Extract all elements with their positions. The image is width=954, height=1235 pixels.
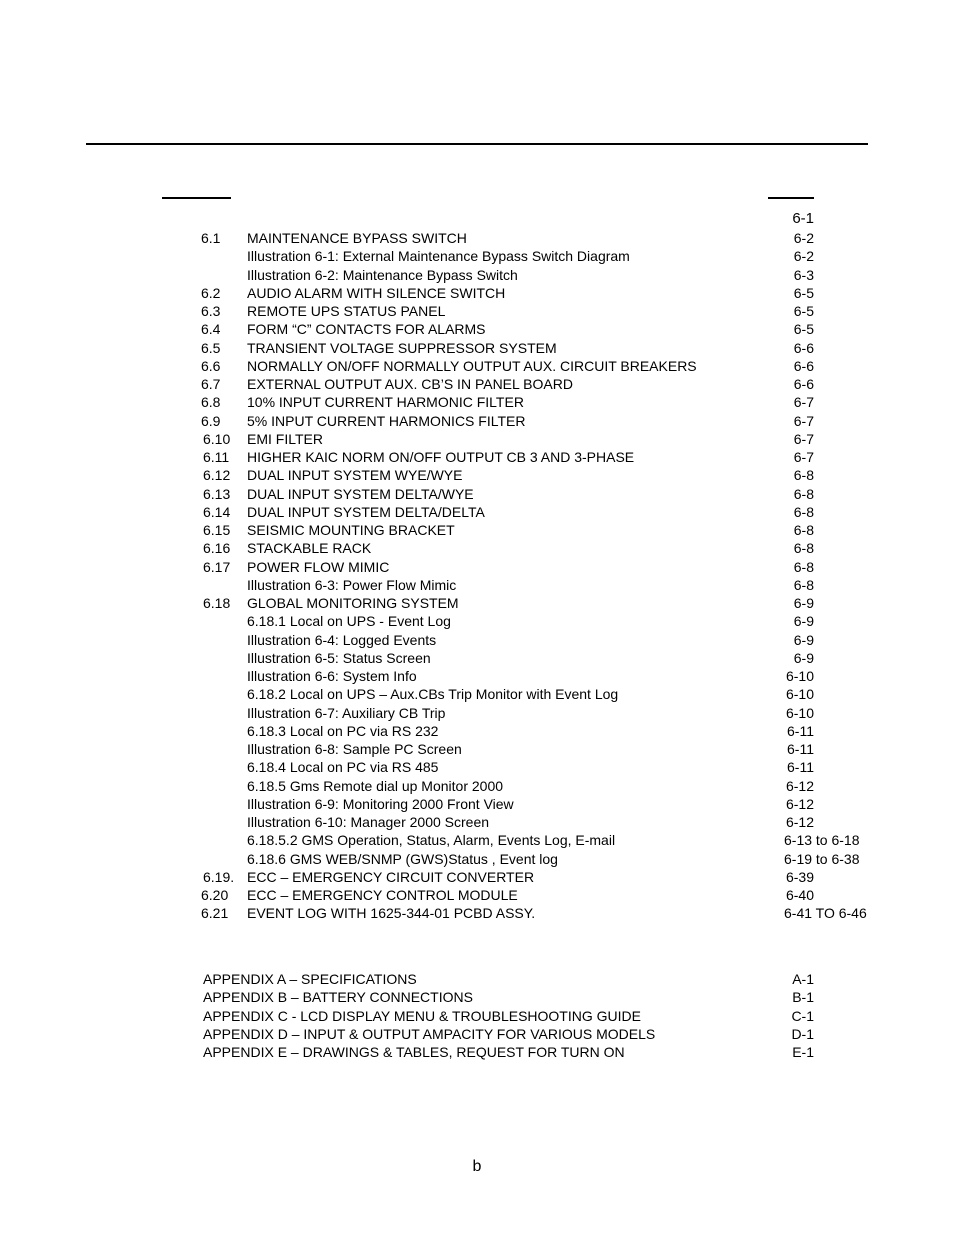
toc-entry-page: 6-10 bbox=[785, 668, 814, 684]
toc-entry-page: 6-8 bbox=[793, 522, 814, 538]
appendix-title: APPENDIX C - LCD DISPLAY MENU & TROUBLESHOOTING GUIDE bbox=[203, 1007, 641, 1024]
toc-entry-page: 6-7 bbox=[793, 449, 814, 465]
toc-entry[interactable] bbox=[0, 266, 954, 284]
toc-entry[interactable] bbox=[0, 904, 954, 922]
toc-entry[interactable] bbox=[0, 485, 954, 503]
toc-entry-number: 6.9 bbox=[201, 412, 221, 429]
toc-entry-number: 6.13 bbox=[203, 485, 231, 502]
toc-entry-title: ECC – EMERGENCY CIRCUIT CONVERTER bbox=[247, 868, 535, 885]
toc-entry[interactable] bbox=[0, 649, 954, 667]
toc-entry-page: 6-10 bbox=[785, 704, 814, 721]
toc-entry-page: 6-9 bbox=[793, 613, 814, 630]
column-header-rule-left bbox=[162, 197, 231, 199]
toc-entry-title: 6.18.6 GMS WEB/SNMP (GWS)Status , Event log bbox=[247, 850, 558, 867]
appendix-title: APPENDIX A – SPECIFICATIONS bbox=[203, 971, 417, 987]
toc-entry[interactable] bbox=[0, 448, 954, 466]
toc-entry[interactable] bbox=[0, 631, 954, 649]
toc-entry[interactable] bbox=[0, 503, 954, 521]
toc-entry[interactable] bbox=[0, 284, 954, 302]
toc-entry-number: 6.19. bbox=[203, 868, 235, 885]
toc-entry-number: 6.8 bbox=[201, 394, 221, 411]
toc-entry[interactable] bbox=[0, 704, 954, 722]
toc-entry-title: 6.18.3 Local on PC via RS 232 bbox=[247, 722, 439, 739]
toc-entry-page: 6-12 bbox=[785, 814, 814, 830]
toc-entry-title: EXTERNAL OUTPUT AUX. CB’S IN PANEL BOARD bbox=[247, 376, 573, 392]
toc-entry-page: 6-9 bbox=[793, 595, 814, 611]
toc-entry-number: 6.1 bbox=[201, 230, 221, 246]
toc-entry[interactable] bbox=[0, 813, 954, 831]
toc-entry[interactable] bbox=[0, 558, 954, 576]
appendix-entry[interactable] bbox=[0, 1043, 954, 1061]
toc-entry-page: 6-9 bbox=[793, 649, 814, 666]
toc-entry[interactable] bbox=[0, 412, 954, 430]
toc-entry-title: ECC – EMERGENCY CONTROL MODULE bbox=[247, 887, 518, 903]
toc-entry-page: 6-7 bbox=[793, 394, 814, 411]
toc-entry-page: 6-5 bbox=[793, 321, 814, 338]
appendix-page: B-1 bbox=[792, 989, 814, 1006]
toc-entry-title: Illustration 6-9: Monitoring 2000 Front View bbox=[247, 795, 514, 812]
toc-entry-title: 6.18.1 Local on UPS - Event Log bbox=[247, 613, 451, 630]
toc-entry-page: 6-8 bbox=[793, 540, 814, 557]
toc-entry-title: Illustration 6-8: Sample PC Screen bbox=[247, 741, 462, 757]
toc-entry-number: 6.15 bbox=[203, 522, 231, 538]
toc-entry-title: SEISMIC MOUNTING BRACKET bbox=[247, 522, 455, 538]
toc-entry-title: EMI FILTER bbox=[247, 430, 323, 447]
toc-entry-title: 10% INPUT CURRENT HARMONIC FILTER bbox=[247, 394, 524, 411]
toc-entry-title: TRANSIENT VOLTAGE SUPPRESSOR SYSTEM bbox=[247, 339, 557, 356]
appendix-entry[interactable] bbox=[0, 988, 954, 1006]
toc-entry[interactable] bbox=[0, 777, 954, 795]
appendix-title: APPENDIX B – BATTERY CONNECTIONS bbox=[203, 989, 473, 1006]
toc-entry-page: 6-7 bbox=[793, 430, 814, 447]
toc-entry-title: AUDIO ALARM WITH SILENCE SWITCH bbox=[247, 284, 506, 301]
toc-entry[interactable] bbox=[0, 576, 954, 594]
appendix-title: APPENDIX D – INPUT & OUTPUT AMPACITY FOR VARIOUS MODELS bbox=[203, 1025, 656, 1042]
toc-entry-page: 6-11 bbox=[787, 722, 814, 739]
toc-entry-page: 6-41 TO 6-46 bbox=[784, 905, 867, 922]
toc-entry-number: 6.16 bbox=[203, 540, 231, 557]
toc-entry-page: 6-10 bbox=[785, 686, 814, 703]
toc-entry-number: 6.5 bbox=[201, 339, 221, 356]
toc-entry-page: 6-8 bbox=[793, 576, 814, 593]
toc-entry-number: 6.2 bbox=[201, 284, 221, 301]
toc-entry[interactable] bbox=[0, 594, 954, 612]
toc-entry-number: 6.12 bbox=[203, 467, 231, 484]
toc-entry-title: Illustration 6-5: Status Screen bbox=[247, 649, 431, 666]
section-page-number: 6-1 bbox=[792, 210, 814, 227]
toc-entry[interactable] bbox=[0, 850, 954, 868]
toc-entry-title: Illustration 6-4: Logged Events bbox=[247, 631, 437, 648]
appendix-page: C-1 bbox=[791, 1007, 814, 1024]
toc-entry[interactable] bbox=[0, 430, 954, 448]
toc-entry-title: 6.18.4 Local on PC via RS 485 bbox=[247, 759, 439, 776]
toc-entry[interactable] bbox=[0, 393, 954, 411]
toc-entry-page: 6-19 to 6-38 bbox=[784, 850, 860, 867]
toc-entry-page: 6-5 bbox=[793, 284, 814, 301]
toc-entry-page: 6-3 bbox=[793, 266, 814, 283]
toc-entry-title: 6.18.2 Local on UPS – Aux.CBs Trip Monitor with Event Log bbox=[247, 686, 619, 703]
toc-entry-page: 6-6 bbox=[793, 376, 814, 392]
page-footer-letter: b bbox=[472, 1158, 482, 1175]
toc-entry[interactable] bbox=[0, 612, 954, 630]
appendix-entry[interactable] bbox=[0, 1025, 954, 1043]
toc-entry-number: 6.3 bbox=[201, 303, 221, 319]
toc-entry-title: GLOBAL MONITORING SYSTEM bbox=[247, 595, 459, 611]
toc-entry-title: STACKABLE RACK bbox=[247, 540, 372, 557]
toc-entry[interactable] bbox=[0, 539, 954, 557]
appendix-page: A-1 bbox=[792, 971, 814, 987]
toc-entry-page: 6-5 bbox=[793, 303, 814, 319]
toc-entry[interactable] bbox=[0, 466, 954, 484]
toc-entry-page: 6-7 bbox=[793, 412, 814, 429]
toc-entry-page: 6-12 bbox=[785, 777, 814, 794]
toc-entry-number: 6.7 bbox=[201, 376, 221, 392]
toc-entry-title: MAINTENANCE BYPASS SWITCH bbox=[247, 230, 467, 246]
toc-entry-page: 6-6 bbox=[793, 339, 814, 356]
toc-entry-page: 6-8 bbox=[793, 503, 814, 520]
toc-entry[interactable] bbox=[0, 521, 954, 539]
toc-entry[interactable] bbox=[0, 302, 954, 320]
toc-entry-number: 6.20 bbox=[201, 887, 229, 903]
toc-entry-page: 6-11 bbox=[787, 759, 814, 776]
toc-entry-number: 6.17 bbox=[203, 558, 231, 575]
appendix-page: E-1 bbox=[792, 1044, 814, 1060]
column-header-rule-right bbox=[768, 197, 814, 199]
toc-entry-page: 6-9 bbox=[793, 631, 814, 648]
toc-entry-title: NORMALLY ON/OFF NORMALLY OUTPUT AUX. CIRCUIT BREAKERS bbox=[247, 357, 697, 374]
toc-entry[interactable] bbox=[0, 667, 954, 685]
toc-entry[interactable] bbox=[0, 886, 954, 904]
toc-entry-page: 6-13 to 6-18 bbox=[784, 832, 860, 849]
toc-entry-number: 6.21 bbox=[201, 905, 229, 922]
toc-entry[interactable] bbox=[0, 375, 954, 393]
toc-entry-page: 6-12 bbox=[785, 795, 814, 812]
toc-entry-number: 6.4 bbox=[201, 321, 221, 338]
toc-entry-title: DUAL INPUT SYSTEM DELTA/WYE bbox=[247, 485, 474, 502]
toc-entry[interactable] bbox=[0, 247, 954, 265]
toc-entry-title: HIGHER KAIC NORM ON/OFF OUTPUT CB 3 AND 3-PHASE bbox=[247, 449, 635, 465]
toc-entry[interactable] bbox=[0, 868, 954, 886]
toc-entry[interactable] bbox=[0, 357, 954, 375]
toc-entry-number: 6.10 bbox=[203, 430, 231, 447]
toc-entry-number: 6.11 bbox=[203, 449, 230, 465]
toc-entry-number: 6.14 bbox=[203, 503, 231, 520]
toc-entry-title: Illustration 6-7: Auxiliary CB Trip bbox=[247, 704, 446, 721]
toc-entry[interactable] bbox=[0, 229, 954, 247]
toc-entry-page: 6-39 bbox=[785, 868, 814, 885]
appendix-page: D-1 bbox=[791, 1025, 814, 1042]
toc-entry-title: REMOTE UPS STATUS PANEL bbox=[247, 303, 446, 319]
toc-entry-number: 6.6 bbox=[201, 357, 221, 374]
toc-entry[interactable] bbox=[0, 740, 954, 758]
toc-entry-page: 6-6 bbox=[793, 357, 814, 374]
toc-entry[interactable] bbox=[0, 685, 954, 703]
toc-entry[interactable] bbox=[0, 339, 954, 357]
toc-entry-title: 5% INPUT CURRENT HARMONICS FILTER bbox=[247, 412, 526, 429]
toc-entry-page: 6-40 bbox=[785, 887, 814, 903]
toc-entry-title: Illustration 6-10: Manager 2000 Screen bbox=[247, 814, 490, 830]
top-horizontal-rule bbox=[86, 143, 868, 145]
toc-entry-title: 6.18.5.2 GMS Operation, Status, Alarm, Events Log, E-mail bbox=[247, 832, 616, 849]
toc-entry[interactable] bbox=[0, 320, 954, 338]
toc-entry-title: Illustration 6-3: Power Flow Mimic bbox=[247, 576, 457, 593]
toc-entry-page: 6-8 bbox=[793, 558, 814, 575]
toc-entry[interactable] bbox=[0, 722, 954, 740]
toc-entry[interactable] bbox=[0, 831, 954, 849]
appendix-title: APPENDIX E – DRAWINGS & TABLES, REQUEST FOR TURN ON bbox=[203, 1044, 625, 1060]
appendix-entry[interactable] bbox=[0, 1007, 954, 1025]
toc-entry-title: DUAL INPUT SYSTEM DELTA/DELTA bbox=[247, 503, 485, 520]
toc-entry-page: 6-8 bbox=[793, 467, 814, 484]
toc-entry-title: Illustration 6-2: Maintenance Bypass Switch bbox=[247, 266, 518, 283]
appendix-entry[interactable] bbox=[0, 970, 954, 988]
toc-entry-title: Illustration 6-1: External Maintenance Bypass Switch Diagram bbox=[247, 248, 630, 265]
toc-entry-title: Illustration 6-6: System Info bbox=[247, 668, 417, 684]
toc-entry-number: 6.18 bbox=[203, 595, 231, 611]
toc-entry-title: FORM “C” CONTACTS FOR ALARMS bbox=[247, 321, 486, 338]
toc-entry-page: 6-11 bbox=[787, 741, 814, 757]
toc-entry-page: 6-2 bbox=[793, 248, 814, 265]
toc-entry-title: 6.18.5 Gms Remote dial up Monitor 2000 bbox=[247, 777, 504, 794]
toc-entry-page: 6-8 bbox=[793, 485, 814, 502]
toc-entry-title: POWER FLOW MIMIC bbox=[247, 558, 390, 575]
toc-entry-page: 6-2 bbox=[793, 230, 814, 246]
toc-entry-title: EVENT LOG WITH 1625-344-01 PCBD ASSY. bbox=[247, 905, 536, 922]
toc-entry[interactable] bbox=[0, 758, 954, 776]
toc-entry[interactable] bbox=[0, 795, 954, 813]
toc-entry-title: DUAL INPUT SYSTEM WYE/WYE bbox=[247, 467, 463, 484]
